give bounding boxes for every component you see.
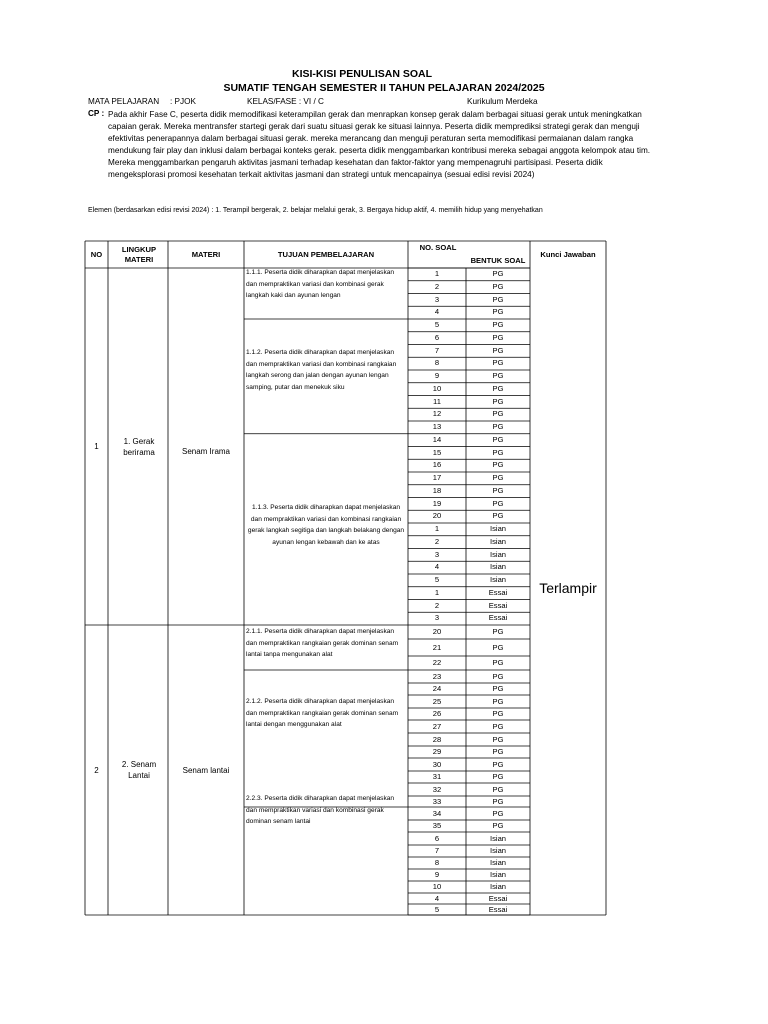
table-row-bentuk-soal: Isian xyxy=(489,524,507,533)
table-row-no-soal: 9 xyxy=(434,371,440,380)
header-no-soal: NO. SOAL xyxy=(419,243,457,252)
table-row-bentuk-soal: PG xyxy=(492,422,504,431)
table-row-bentuk-soal: PG xyxy=(492,772,504,781)
table-row-no-soal: 33 xyxy=(432,797,442,806)
group-2-no: 2 xyxy=(94,765,99,775)
table-row-bentuk-soal: PG xyxy=(492,643,504,652)
table-row-no-soal: 29 xyxy=(432,747,442,756)
table-row-bentuk-soal: Essai xyxy=(488,894,508,903)
table-row-no-soal: 13 xyxy=(432,422,442,431)
tujuan-2-1-2: 2.1.2. Peserta didik diharapkan dapat menjelaskan dan mempraktikan rangkaian gerak dominan senam lantai dengan menggunakan alat xyxy=(246,698,399,729)
table-row-no-soal: 1 xyxy=(434,524,440,533)
table-row-bentuk-soal: PG xyxy=(492,511,504,521)
table-row-bentuk-soal: PG xyxy=(492,332,504,342)
table-row-bentuk-soal: Essai xyxy=(488,613,508,623)
table-row-no-soal: 4 xyxy=(434,307,440,317)
table-row-no-soal: 4 xyxy=(434,894,440,903)
table-row-no-soal: 19 xyxy=(432,498,442,508)
group-2-materi: Senam lantai xyxy=(182,765,230,775)
table-row-no-soal: 8 xyxy=(434,358,440,368)
header-materi: MATERI xyxy=(191,249,221,259)
table-row-no-soal: 25 xyxy=(432,697,442,706)
cp-text: Pada akhir Fase C, peserta didik memodifikasi keterampilan gerak dan menrapkan konsep gerak dalam berbagai situasi gerak untuk meningkatkan capaian gerak. Mereka mentransfer startegi gerak dari suatu situasi gerak ke situasi lainnya. Peserta didik memprediksi strategi gerak dan menguji efektivitas penerapannya dalam berbagai situasi gerak. mereka merancang dan menguji peraturan serta memodifikasi permaianan dalam rangka mendukung fair play dan inklusi dalam berbagai konteks gerak. peserta didik menggambarkan kontribusi mereka sebagai anggota kelompok atau tim. Mereka menggambarkan pengaruh aktivitas jasmani terhadap kesehatan dan faktor-faktor yang mempenagruhi partisipasi. Peserta didik mengeksplorasi promosi kesehatan terkait aktivitas jasmani dan strategi untuk mencapainya (sesuai edisi revisi 2024) xyxy=(108,110,651,179)
table-row-bentuk-soal: Isian xyxy=(489,536,507,546)
cp-label: CP : xyxy=(88,109,105,118)
table-row-bentuk-soal: PG xyxy=(492,747,504,756)
table-row-bentuk-soal: PG xyxy=(492,358,504,368)
table-row-no-soal: 4 xyxy=(434,562,440,572)
table-row-bentuk-soal: PG xyxy=(492,473,504,482)
table-row-bentuk-soal: PG xyxy=(492,383,504,393)
table-row-bentuk-soal: PG xyxy=(492,434,504,444)
kunci-jawaban-value: Terlampir xyxy=(539,580,597,596)
tujuan-1-1-3: 1.1.3. Peserta didik diharapkan dapat menjelaskan dan mempraktikan variasi dan kombinasi rangkaian gerak langkah segitiga dan langkah belakang dengan ayunan lengan kebawah dan ke atas xyxy=(247,504,405,546)
table-row-bentuk-soal: PG xyxy=(492,371,504,380)
table-row-bentuk-soal: PG xyxy=(492,345,504,355)
table-row-bentuk-soal: PG xyxy=(492,672,504,681)
elemen-text: Elemen (berdasarkan edisi revisi 2024) : 1. Terampil bergerak, 2. belajar melalui gerak, 3. Bergaya hidup aktif, 4. memilih hidup yang menyehatkan xyxy=(88,207,543,214)
table-row-no-soal: 23 xyxy=(432,672,442,681)
table-row-bentuk-soal: Isian xyxy=(489,870,507,879)
table-row-bentuk-soal: PG xyxy=(492,684,504,693)
table-row-bentuk-soal: PG xyxy=(492,281,504,291)
header-bentuk-soal: BENTUK SOAL xyxy=(470,256,526,265)
table-row-bentuk-soal: Essai xyxy=(488,600,508,610)
table-row-bentuk-soal: PG xyxy=(492,760,504,769)
table-row-no-soal: 9 xyxy=(434,870,440,879)
table-row-no-soal: 3 xyxy=(434,549,440,559)
table-row-no-soal: 22 xyxy=(432,658,442,667)
table-row-bentuk-soal: Essai xyxy=(488,587,508,597)
table-row-no-soal: 27 xyxy=(432,722,442,731)
table-row-bentuk-soal: Essai xyxy=(488,905,508,914)
table-row-no-soal: 10 xyxy=(432,882,442,891)
table-row-bentuk-soal: Isian xyxy=(489,858,507,867)
group-1-no: 1 xyxy=(94,442,99,451)
table-row-no-soal: 18 xyxy=(432,485,442,495)
kelas-fase: KELAS/FASE : VI / C xyxy=(247,97,324,106)
header-no: NO xyxy=(90,249,103,259)
tujuan-2-1-1: 2.1.1. Peserta didik diharapkan dapat menjelaskan dan mempraktikan rangkaian gerak dominan senam lantai tanpa mengunakan alat xyxy=(246,628,399,659)
table-row-bentuk-soal: Isian xyxy=(489,562,507,572)
table-row-no-soal: 28 xyxy=(432,735,442,744)
table-row-no-soal: 11 xyxy=(433,396,441,406)
table-row-bentuk-soal: PG xyxy=(492,735,504,744)
table-row-bentuk-soal: PG xyxy=(492,269,504,278)
header-kunci-jawaban: Kunci Jawaban xyxy=(540,249,596,259)
table-row-no-soal: 12 xyxy=(432,409,442,419)
table-row-bentuk-soal: PG xyxy=(492,485,504,495)
table-row-bentuk-soal: PG xyxy=(492,409,504,419)
tujuan-1-1-1: 1.1.1. Peserta didik diharapkan dapat menjelaskan dan mempraktikan variasi dan kombinasi gerak langkah kaki dan ayunan lengan xyxy=(246,269,395,300)
table-row-bentuk-soal: PG xyxy=(492,627,504,636)
kurikulum: Kurikulum Merdeka xyxy=(467,97,538,106)
table-row-bentuk-soal: Isian xyxy=(489,846,507,855)
table-row-bentuk-soal: Isian xyxy=(489,575,507,584)
table-row-no-soal: 1 xyxy=(434,269,440,278)
table-row-no-soal: 10 xyxy=(432,383,442,393)
table-row-bentuk-soal: PG xyxy=(492,294,504,304)
tujuan-2-2-3: 2.2.3. Peserta didik diharapkan dapat menjelaskan dan mempraktikan variasi dan kombinasi gerak dominan senam lantai xyxy=(246,795,395,826)
table-row-no-soal: 3 xyxy=(434,613,440,623)
mata-pelajaran-label: MATA PELAJARAN xyxy=(88,97,160,106)
table-row-no-soal: 20 xyxy=(432,627,442,636)
document-subtitle: SUMATIF TENGAH SEMESTER II TAHUN PELAJARAN 2024/2025 xyxy=(223,82,545,94)
table-row-bentuk-soal: PG xyxy=(492,396,504,406)
table-row-bentuk-soal: PG xyxy=(492,697,504,706)
group-2-lingkup: 2. Senam Lantai xyxy=(121,760,157,780)
table-row-no-soal: 5 xyxy=(434,905,440,914)
table-row-no-soal: 6 xyxy=(434,332,440,342)
table-row-no-soal: 5 xyxy=(434,575,440,584)
table-row-no-soal: 8 xyxy=(434,858,440,867)
table-row-no-soal: 2 xyxy=(434,536,440,546)
header-lingkup-materi: LINGKUP MATERI xyxy=(121,244,157,264)
table-row-bentuk-soal: PG xyxy=(492,797,504,806)
table-row-bentuk-soal: PG xyxy=(492,785,504,794)
table-row-bentuk-soal: Isian xyxy=(489,882,507,891)
table-row-no-soal: 34 xyxy=(432,809,442,818)
table-row-bentuk-soal: PG xyxy=(492,320,504,329)
table-row-no-soal: 30 xyxy=(432,760,442,769)
table-row-no-soal: 2 xyxy=(434,600,440,610)
table-row-no-soal: 31 xyxy=(432,772,442,781)
table-row-bentuk-soal: Isian xyxy=(489,549,507,559)
table-row-bentuk-soal: PG xyxy=(492,809,504,818)
table-row-no-soal: 16 xyxy=(432,460,442,470)
table-row-no-soal: 17 xyxy=(432,473,442,482)
table-row-no-soal: 2 xyxy=(434,281,440,291)
table-row-bentuk-soal: PG xyxy=(492,821,504,830)
table-row-no-soal: 24 xyxy=(432,684,442,693)
table-row-no-soal: 21 xyxy=(432,643,442,652)
table-row-no-soal: 7 xyxy=(434,345,440,355)
table-row-no-soal: 6 xyxy=(434,834,440,843)
table-row-no-soal: 15 xyxy=(432,447,442,457)
table-row-bentuk-soal: PG xyxy=(492,709,504,718)
mata-pelajaran-value: : PJOK xyxy=(170,97,196,106)
header-tujuan: TUJUAN PEMBELAJARAN xyxy=(277,249,375,259)
table-row-no-soal: 5 xyxy=(434,320,440,329)
table-row-no-soal: 35 xyxy=(432,821,442,830)
table-row-bentuk-soal: PG xyxy=(492,498,504,508)
table-row-bentuk-soal: PG xyxy=(492,447,504,457)
table-row-bentuk-soal: PG xyxy=(492,722,504,731)
table-row-no-soal: 20 xyxy=(432,511,442,521)
table-row-bentuk-soal: PG xyxy=(492,658,504,667)
table-row-no-soal: 3 xyxy=(434,294,440,304)
table-row-bentuk-soal: Isian xyxy=(489,834,507,843)
table-row-no-soal: 1 xyxy=(434,587,440,597)
table-row-no-soal: 32 xyxy=(432,785,442,794)
table-row-no-soal: 26 xyxy=(432,709,442,718)
document-title: KISI-KISI PENULISAN SOAL xyxy=(291,68,432,80)
tujuan-1-1-2: 1.1.2. Peserta didik diharapkan dapat menjelaskan dan mempraktikan variasi dan kombinasi rangkaian langkah serong dan jalan dengan ayunan lengan samping, putar dan menekuk siku xyxy=(246,349,397,391)
table-row-bentuk-soal: PG xyxy=(492,460,504,470)
table-row-no-soal: 7 xyxy=(434,846,440,855)
table-row-no-soal: 14 xyxy=(432,434,442,444)
table-row-bentuk-soal: PG xyxy=(492,307,504,317)
group-1-lingkup: 1. Gerak berirama xyxy=(123,436,155,457)
group-1-materi: Senam Irama xyxy=(181,447,231,456)
